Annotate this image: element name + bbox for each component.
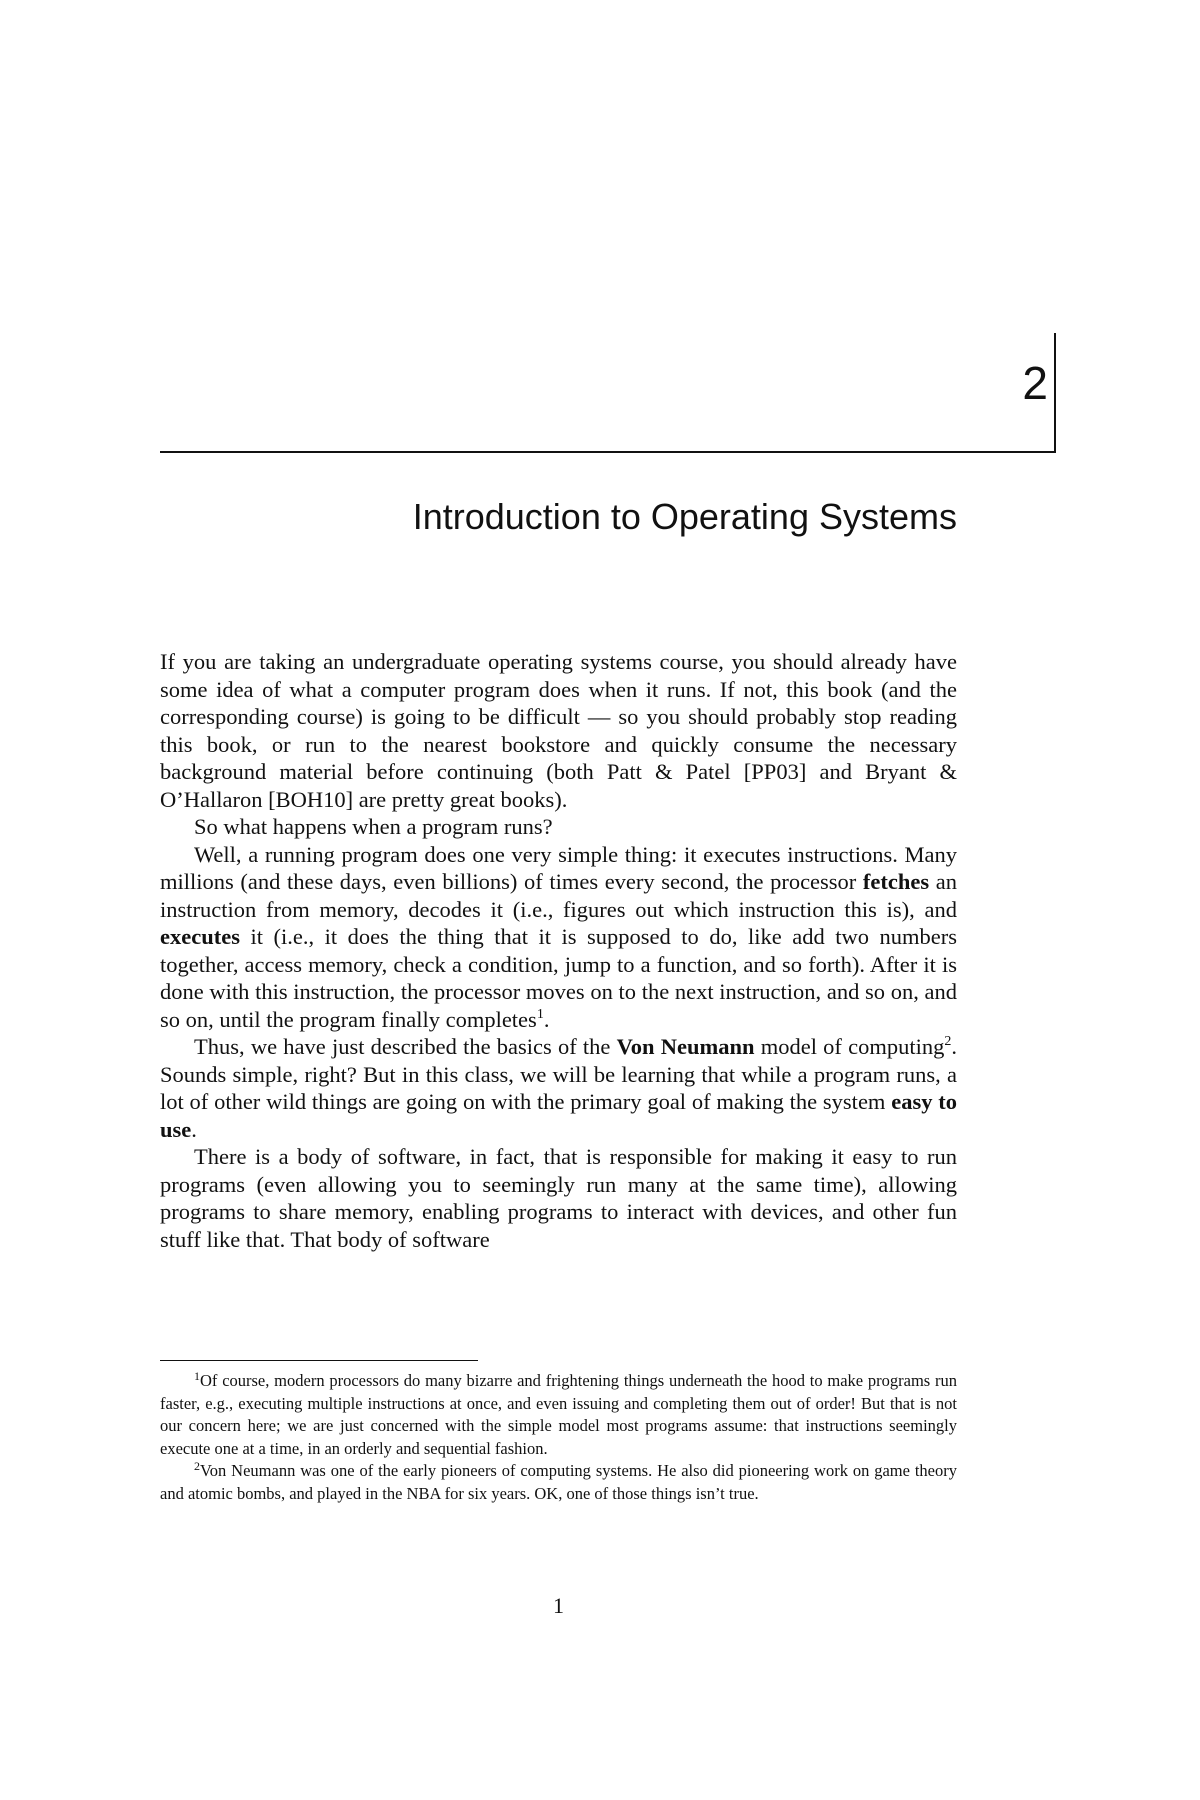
- chapter-number: 2: [1022, 357, 1048, 409]
- footnote-1: [160, 1370, 957, 1460]
- paragraph-5: There is a body of software, in fact, that is responsible for making it easy to run programs (even allowing you to seemingly run many at the same time), allowing programs to share memory, enabling programs to interact with devices, and other fun stuff like that. That body of software: [160, 1144, 957, 1252]
- footnote-2-text: Von Neumann was one of the early pioneers of computing systems. He also did pioneering work on game theory and atomic bombs, and played in the NBA for six years. OK, one of those things isn’t true.: [160, 1461, 957, 1503]
- paragraph-3-text-c: it (i.e., it does the thing that it is supposed to do, like add two numbers together, access memory, check a condition, jump to a function, and so forth). After it is done with this instruction, the processor moves on to the next instruction, and so on, and so on, until the program finally completes: [160, 924, 957, 1032]
- page-number: 1: [553, 1593, 564, 1618]
- paragraph-2: So what happens when a program runs?: [194, 814, 553, 839]
- footnotes: [160, 1370, 957, 1505]
- paragraph-1: If you are taking an undergraduate operating systems course, you should already have some idea of what a computer program does when it runs. If not, this book (and the corresponding course) is going to be difficult — so you should probably stop reading this book, or run to the nearest bookstore and quickly consume the necessary background material before continuing (both Patt & Patel [PP03] and Bryant & O’Hallaron [BOH10] are pretty great books).: [160, 649, 957, 812]
- footnote-2: [160, 1460, 957, 1505]
- paragraph-3-text-d: .: [543, 1006, 550, 1032]
- chapter-title: Introduction to Operating Systems: [412, 496, 957, 537]
- paragraph-4: [160, 1033, 957, 1143]
- paragraph-3-text-b: an instruction from memory, decodes it (i.e., figures out which instruction this is), and: [160, 869, 957, 922]
- paragraph-3-text-a: Well, a running program does one very simple thing: it executes instructions. Many millions (and these days, even billions) of times every second, the processor: [160, 841, 957, 894]
- footnote-mark-2: 2: [194, 1459, 200, 1473]
- paragraph-4-text-d: .: [191, 1116, 197, 1142]
- paragraph-4-text-c: . Sounds simple, right? But in this class, we will be learning that while a program runs, a lot of other wild things are going on with the primary goal of making the system: [160, 1034, 957, 1114]
- paragraph-4-text-a: Thus, we have just described the basics of the: [194, 1034, 617, 1059]
- footnote-ref-1[interactable]: 1: [536, 1006, 544, 1022]
- term-von-neumann: Von Neumann: [616, 1034, 755, 1059]
- chapter-vertical-rule: [1054, 333, 1056, 453]
- chapter-horizontal-rule: [160, 451, 1056, 453]
- footnote-1-text: Of course, modern processors do many bizarre and frightening things underneath the hood to make programs run faster, e.g., executing multiple instructions at once, and even issuing and completing them out of order! But that is not our concern here; we are just concerned with the simple model most programs assume: that instructions seemingly execute one at a time, in an orderly and sequential fashion.: [160, 1371, 957, 1458]
- term-fetches: fetches: [862, 869, 930, 894]
- footnote-mark-1: 1: [194, 1369, 200, 1383]
- paragraph-3: [160, 841, 957, 1034]
- body-text: [160, 648, 957, 1253]
- paragraph-4-text-b: model of computing: [754, 1034, 945, 1059]
- term-executes: executes: [160, 924, 240, 949]
- footnote-ref-2[interactable]: 2: [944, 1034, 952, 1049]
- footnote-rule: [160, 1360, 478, 1361]
- term-easy-to-use: easy to use: [160, 1089, 957, 1142]
